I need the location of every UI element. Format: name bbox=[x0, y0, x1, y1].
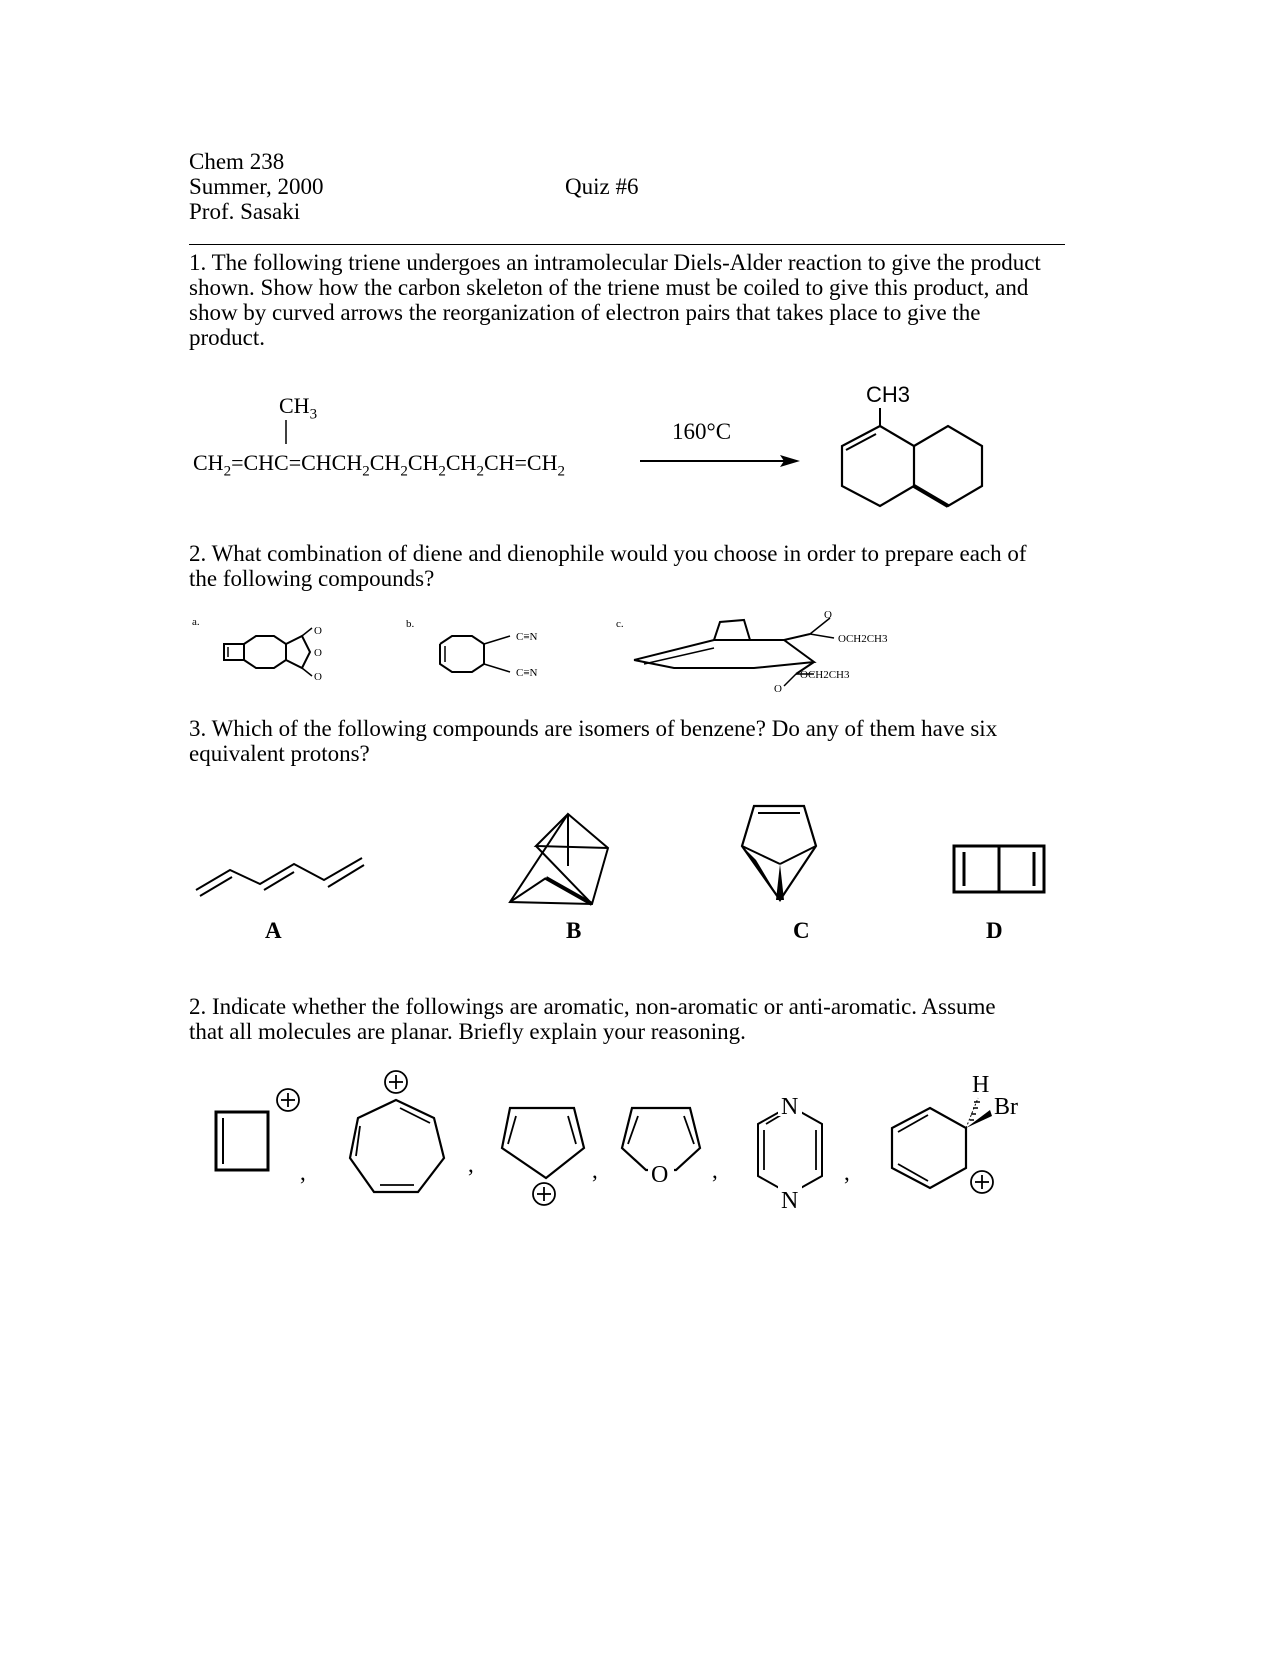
question-1-line: product. bbox=[189, 325, 266, 350]
pyrazine-nitrogen: N bbox=[781, 1188, 799, 1214]
svg-text:O: O bbox=[774, 683, 782, 695]
separator: , bbox=[844, 1160, 850, 1185]
question-1-line: show by curved arrows the reorganization of electron pairs that takes place to give the bbox=[189, 300, 981, 325]
professor: Prof. Sasaki bbox=[189, 199, 301, 224]
question-1-text bbox=[189, 250, 1109, 350]
bromine-label: Br bbox=[994, 1094, 1018, 1120]
ester-label: OCH2CH3 bbox=[800, 669, 850, 681]
question-2-line: the following compounds? bbox=[189, 566, 435, 591]
reaction-condition: 160°C bbox=[672, 419, 732, 444]
question-2-text bbox=[189, 541, 1109, 591]
svg-text:O: O bbox=[824, 609, 832, 621]
tropylium-cation bbox=[350, 1070, 460, 1210]
reaction-arrow bbox=[640, 453, 810, 473]
question-3-line: 3. Which of the following compounds are isomers of benzene? Do any of them have six bbox=[189, 716, 998, 741]
pyrazine bbox=[750, 1090, 830, 1220]
question-4-text bbox=[189, 994, 1109, 1044]
compound-c bbox=[634, 609, 914, 695]
reactant-bond bbox=[284, 420, 294, 450]
separator: , bbox=[592, 1158, 598, 1183]
compound-D bbox=[952, 842, 1052, 902]
question-2-line: 2. What combination of diene and dienophile would you choose in order to prepare each of bbox=[189, 541, 1027, 566]
nitrile-label: C≡N bbox=[516, 631, 538, 643]
bromocyclohexadienyl-cation bbox=[884, 1070, 1034, 1200]
question-4-line: that all molecules are planar. Briefly explain your reasoning. bbox=[189, 1019, 746, 1044]
label-B: B bbox=[566, 918, 582, 943]
question-4-line: 2. Indicate whether the followings are aromatic, non-aromatic or anti-aromatic. Assume bbox=[189, 994, 996, 1019]
hydrogen-label: H bbox=[972, 1072, 990, 1098]
reactant-chain: $CH_2=CHC=CHCH_2CH_2CH_2CH_2CH=CH_2$ bbox=[193, 450, 565, 480]
cyclobutenyl-cation bbox=[214, 1086, 324, 1186]
label-C: C bbox=[793, 918, 810, 943]
question-1-line: shown. Show how the carbon skeleton of the triene must be coiled to give this product, and bbox=[189, 275, 1029, 300]
svg-text:O: O bbox=[314, 671, 322, 683]
pyrazine-nitrogen: N bbox=[781, 1094, 799, 1120]
separator: , bbox=[300, 1160, 306, 1185]
separator: , bbox=[468, 1152, 474, 1177]
compound-C bbox=[736, 800, 826, 910]
svg-text:O: O bbox=[314, 647, 322, 659]
question-3-text bbox=[189, 716, 1109, 766]
label-D: D bbox=[986, 918, 1003, 943]
compound-A bbox=[194, 852, 384, 902]
question-1-line: 1. The following triene undergoes an intramolecular Diels-Alder reaction to give the product bbox=[189, 250, 1041, 275]
question-3-line: equivalent protons? bbox=[189, 741, 370, 766]
svg-text:O: O bbox=[314, 625, 322, 637]
furan bbox=[620, 1098, 710, 1208]
compound-B bbox=[506, 812, 616, 912]
label-c: c. bbox=[616, 618, 624, 630]
product-structure bbox=[830, 378, 1010, 538]
product-methyl: CH3 bbox=[866, 382, 911, 407]
label-A: A bbox=[265, 918, 282, 943]
label-a: a. bbox=[192, 616, 200, 628]
label-b: b. bbox=[406, 618, 415, 630]
compound-b bbox=[436, 622, 596, 682]
ester-label: OCH2CH3 bbox=[838, 633, 888, 645]
nitrile-label: C≡N bbox=[516, 667, 538, 679]
reactant-methyl: $CH_3$ bbox=[279, 393, 318, 423]
compound-a bbox=[220, 622, 360, 682]
separator: , bbox=[712, 1158, 718, 1183]
quiz-title: Quiz #6 bbox=[565, 174, 639, 199]
furan-oxygen: O bbox=[651, 1162, 669, 1188]
cyclopentadienyl-cation bbox=[502, 1098, 592, 1228]
course-name: Chem 238 bbox=[189, 149, 285, 174]
term: Summer, 2000 bbox=[189, 174, 324, 199]
header-rule bbox=[189, 244, 1065, 245]
